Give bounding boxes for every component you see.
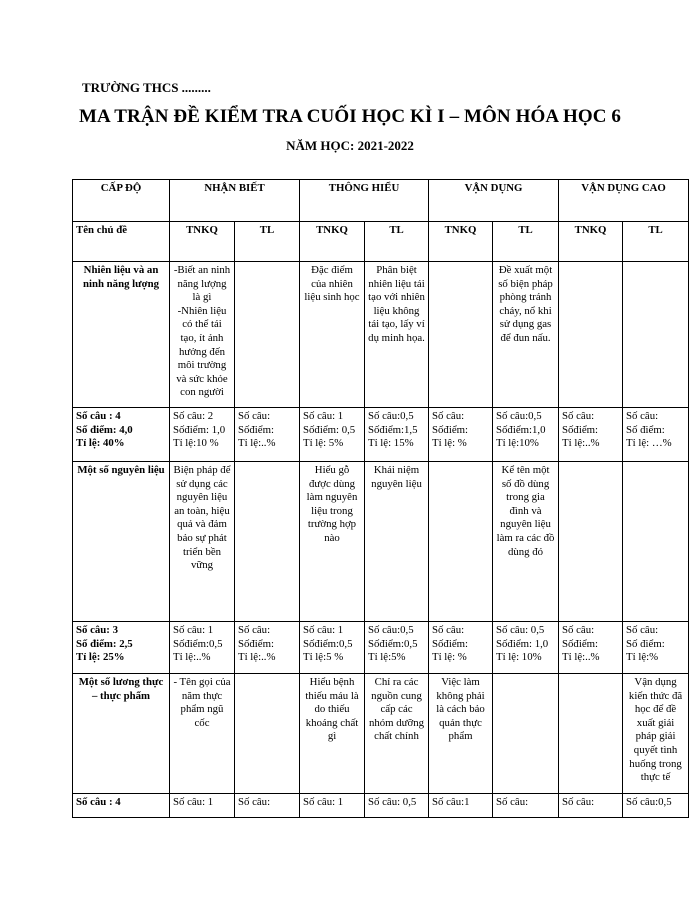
content-cell — [235, 262, 300, 408]
content-cell: -Biết an ninh năng lượng là gì -Nhiên liệu có thể tái tạo, ít ảnh hưởng đến môi trường và sức khỏe con người — [170, 262, 235, 408]
topic-stats-row — [73, 408, 689, 462]
subcol-header: TL — [235, 222, 300, 262]
content-cell — [235, 462, 300, 622]
topic-summary: Số câu : 4 — [73, 794, 170, 818]
stats-cell: Số câu: Sốđiểm: Tỉ lệ:..% — [235, 408, 300, 462]
stats-cell: Số câu: Sốđiểm: Tỉ lệ: % — [429, 622, 493, 674]
subcol-header: TNKQ — [300, 222, 365, 262]
content-cell — [559, 462, 623, 622]
stats-cell: Số câu: Sốđiểm: Tỉ lệ:..% — [559, 408, 623, 462]
subcol-header: TL — [493, 222, 559, 262]
level-thong-hieu: THÔNG HIỂU — [300, 180, 429, 222]
content-cell: Vận dụng kiến thức đã học để đề xuất giải pháp giải quyết tình huống trong thực tế — [623, 674, 689, 794]
stats-cell: Số câu: — [559, 794, 623, 818]
content-cell — [493, 674, 559, 794]
topic-summary: Số câu : 4 Số điểm: 4,0 Tỉ lệ: 40% — [73, 408, 170, 462]
topic-stats-row — [73, 794, 689, 818]
stats-cell: Số câu: 1 Sốđiểm: 0,5 Tỉ lệ: 5% — [300, 408, 365, 462]
stats-cell: Số câu: Sốđiểm: Tỉ lệ:..% — [559, 622, 623, 674]
stats-cell: Số câu: 0,5 — [365, 794, 429, 818]
stats-cell: Số câu:0,5 Sốđiểm:1,0 Tỉ lệ:10% — [493, 408, 559, 462]
topic-name: Nhiên liệu và an ninh năng lượng — [73, 262, 170, 408]
topic-content-row — [73, 674, 689, 794]
ten-chu-de-header: Tên chủ đề — [73, 222, 170, 262]
stats-cell: Số câu: Sốđiểm: Tỉ lệ:..% — [235, 622, 300, 674]
school-year: NĂM HỌC: 2021-2022 — [286, 138, 414, 153]
stats-cell: Số câu:1 — [429, 794, 493, 818]
stats-cell: Số câu: 1 — [300, 794, 365, 818]
content-cell: - Tên gọi của năm thực phẩm ngũ cốc — [170, 674, 235, 794]
topic-stats-row — [73, 622, 689, 674]
topic-content-row — [73, 262, 689, 408]
content-cell — [559, 262, 623, 408]
subcol-header: TL — [623, 222, 689, 262]
content-cell: Việc làm không phải là cách bảo quản thực phẩm — [429, 674, 493, 794]
stats-cell: Số câu: — [235, 794, 300, 818]
stats-cell: Số câu:0,5 — [623, 794, 689, 818]
level-van-dung: VẬN DỤNG — [429, 180, 559, 222]
content-cell: Đặc điểm của nhiên liệu sinh học — [300, 262, 365, 408]
cap-do-header: CẤP ĐỘ — [73, 180, 170, 222]
content-cell: Kể tên một số đồ dùng trong gia đình và nguyên liệu làm ra các đồ dùng đó — [493, 462, 559, 622]
stats-cell: Số câu:0,5 Sốđiểm:0,5 Tỉ lệ:5% — [365, 622, 429, 674]
stats-cell: Số câu: 1 Sốđiểm:0,5 Tỉ lệ:5 % — [300, 622, 365, 674]
stats-cell: Số câu: 0,5 Sốđiểm: 1,0 Tỉ lệ: 10% — [493, 622, 559, 674]
stats-cell: Số câu: Số điểm: Tỉ lệ: …% — [623, 408, 689, 462]
content-cell — [623, 462, 689, 622]
subcol-header: TL — [365, 222, 429, 262]
content-cell: Biện pháp để sử dụng các nguyên liệu an toàn, hiệu quả và đảm bảo sự phát triển bền vững — [170, 462, 235, 622]
stats-cell: Số câu: 1 — [170, 794, 235, 818]
topic-content-row — [73, 462, 689, 622]
stats-cell: Số câu: Sốđiểm: Tỉ lệ: % — [429, 408, 493, 462]
content-cell — [623, 262, 689, 408]
content-cell — [559, 674, 623, 794]
subcol-header: TNKQ — [429, 222, 493, 262]
stats-cell: Số câu: Số điểm: Tỉ lệ:% — [623, 622, 689, 674]
document-title: MA TRẬN ĐỀ KIỂM TRA CUỐI HỌC KÌ I – MÔN HÓA HỌC 6 — [78, 106, 622, 127]
subcolumn-header-row — [73, 222, 689, 262]
stats-cell: Số câu: — [493, 794, 559, 818]
content-cell: Phân biệt nhiên liệu tái tạo với nhiên liệu không tái tạo, lấy ví dụ minh họa. — [365, 262, 429, 408]
content-cell — [429, 462, 493, 622]
topic-name: Một số nguyên liệu — [73, 462, 170, 622]
stats-cell: Số câu: 2 Sốđiểm: 1,0 Tỉ lệ:10 % — [170, 408, 235, 462]
topic-summary: Số câu: 3 Số điểm: 2,5 Tỉ lệ: 25% — [73, 622, 170, 674]
content-cell — [429, 262, 493, 408]
level-van-dung-cao: VẬN DỤNG CAO — [559, 180, 689, 222]
content-cell: Hiểu bệnh thiếu máu là do thiếu khoáng chất gì — [300, 674, 365, 794]
content-cell: Đề xuất một số biện pháp phòng tránh cháy, nổ khi sử dụng gas để đun nấu. — [493, 262, 559, 408]
subcol-header: TNKQ — [559, 222, 623, 262]
school-name: TRƯỜNG THCS ......... — [82, 80, 211, 95]
content-cell — [235, 674, 300, 794]
topic-name: Một số lương thực – thực phẩm — [73, 674, 170, 794]
content-cell: Chỉ ra các nguồn cung cấp các nhóm dưỡng chất chính — [365, 674, 429, 794]
stats-cell: Số câu: 1 Sốđiểm:0,5 Tỉ lệ:..% — [170, 622, 235, 674]
content-cell: Khái niệm nguyên liệu — [365, 462, 429, 622]
assessment-matrix-table — [72, 179, 689, 818]
level-nhan-biet: NHẬN BIẾT — [170, 180, 300, 222]
stats-cell: Số câu:0,5 Sốđiểm:1,5 Tỉ lệ: 15% — [365, 408, 429, 462]
content-cell: Hiểu gỗ được dùng làm nguyên liệu trong trường hợp nào — [300, 462, 365, 622]
subcol-header: TNKQ — [170, 222, 235, 262]
level-header-row — [73, 180, 689, 222]
